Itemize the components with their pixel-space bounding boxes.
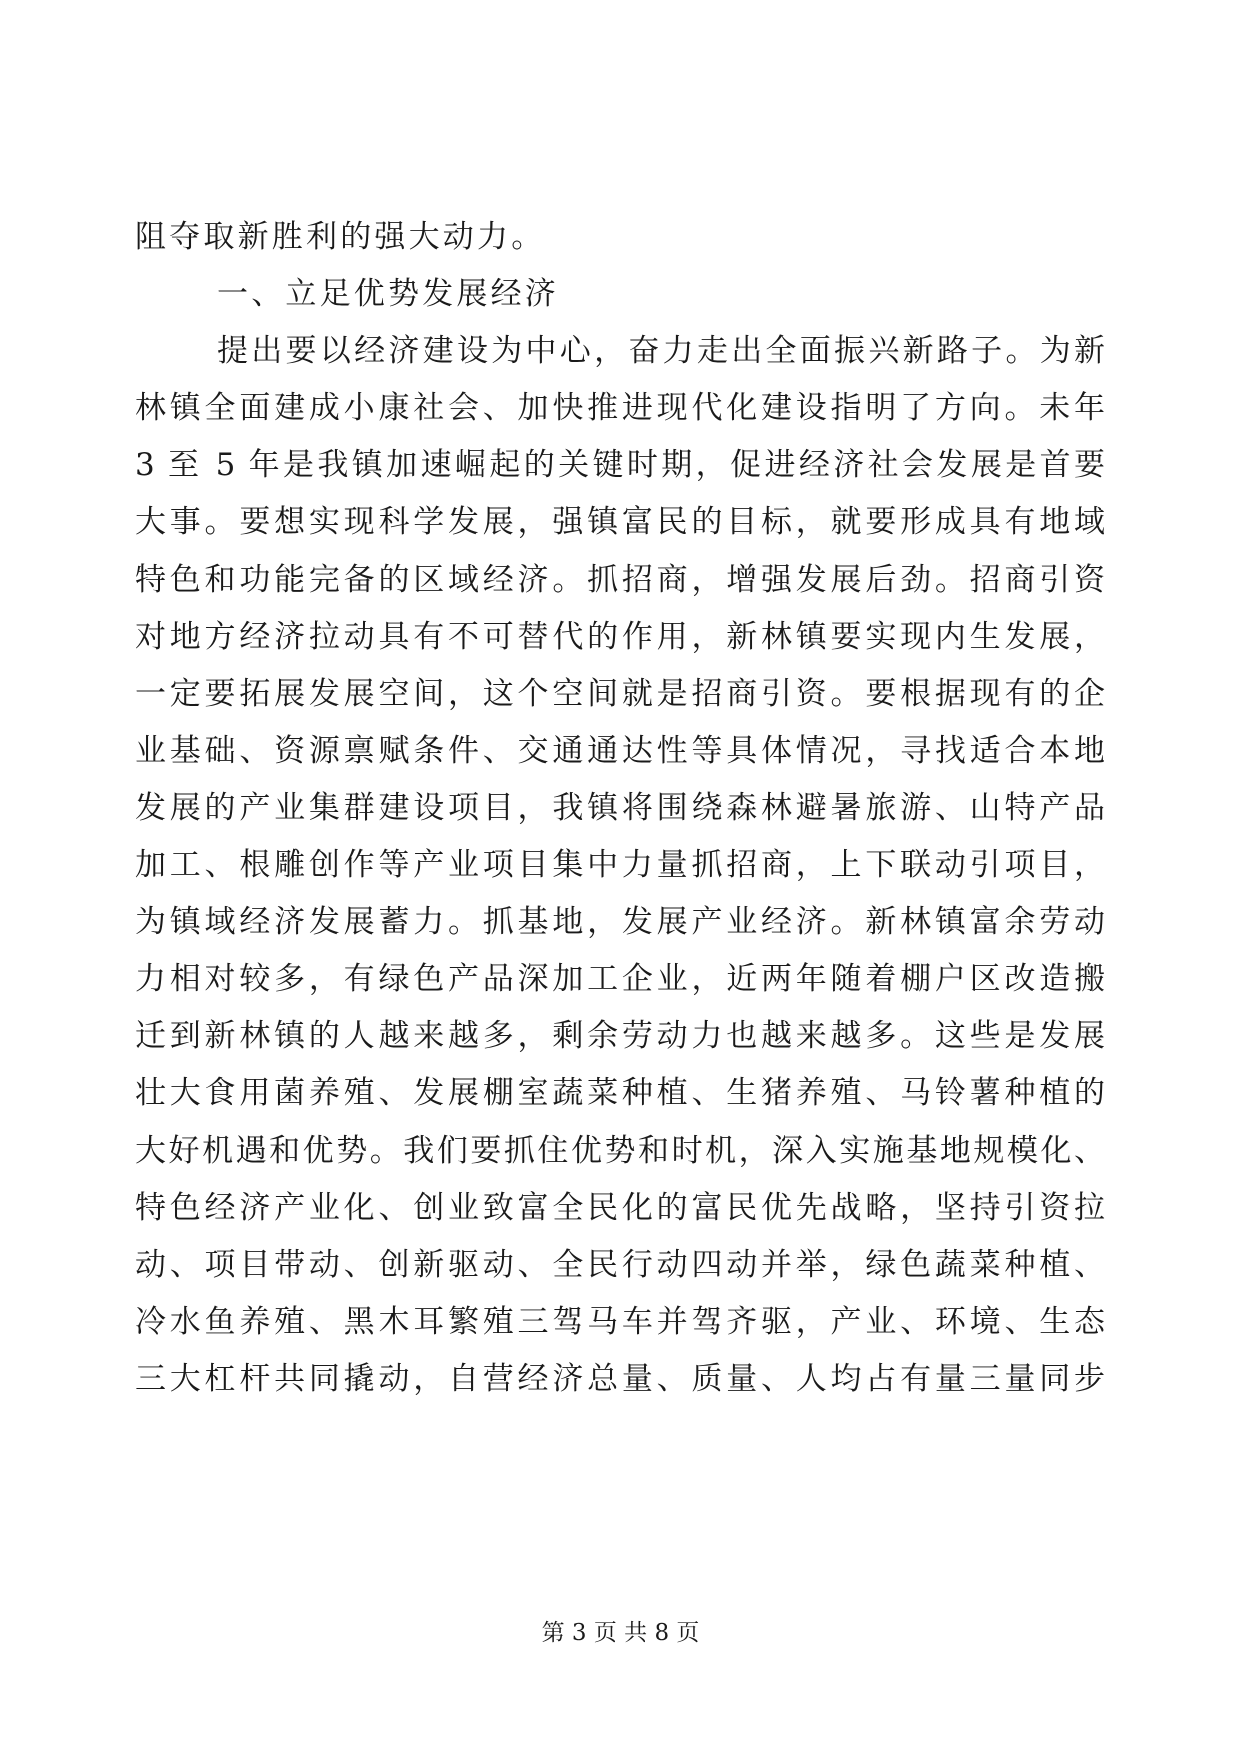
body-line: 加工、根雕创作等产业项目集中力量抓招商，上下联动引项目，	[135, 847, 1105, 884]
body-line: 动、项目带动、创新驱动、全民行动四动并举，绿色蔬菜种植、	[135, 1246, 1105, 1283]
body-line: 冷水鱼养殖、黑木耳繁殖三驾马车并驾齐驱，产业、环境、生态	[135, 1303, 1105, 1340]
body-line: 一定要拓展发展空间，这个空间就是招商引资。要根据现有的企	[135, 675, 1105, 712]
body-line: 大事。要想实现科学发展，强镇富民的目标，就要形成具有地域	[135, 504, 1105, 541]
page-number-label: 第 3 页 共 8 页	[541, 1620, 700, 1646]
body-line: 3 至 5 年是我镇加速崛起的关键时期，促进经济社会发展是首要	[135, 447, 1105, 484]
body-line: 特色经济产业化、创业致富全民化的富民优先战略，坚持引资拉	[135, 1189, 1105, 1226]
body-line: 壮大食用菌养殖、发展棚室蔬菜种植、生猪养殖、马铃薯种植的	[135, 1075, 1105, 1112]
section-heading: 一、立足优势发展经济	[217, 276, 559, 313]
body-line: 力相对较多，有绿色产品深加工企业，近两年随着棚户区改造搬	[135, 961, 1105, 998]
body-line: 对地方经济拉动具有不可替代的作用，新林镇要实现内生发展，	[135, 618, 1105, 655]
body-line: 为镇域经济发展蓄力。抓基地，发展产业经济。新林镇富余劳动	[135, 904, 1105, 941]
body-line: 林镇全面建成小康社会、加快推进现代化建设指明了方向。未年	[135, 390, 1105, 427]
body-line: 大好机遇和优势。我们要抓住优势和时机，深入实施基地规模化、	[135, 1132, 1105, 1169]
body-line: 三大杠杆共同撬动，自营经济总量、质量、人均占有量三量同步	[135, 1360, 1105, 1397]
page-footer	[0, 1614, 1241, 1647]
body-line: 阻夺取新胜利的强大动力。	[135, 219, 546, 255]
body-line: 迁到新林镇的人越来越多，剩余劳动力也越来越多。这些是发展	[135, 1018, 1105, 1055]
body-line: 发展的产业集群建设项目，我镇将围绕森林避暑旅游、山特产品	[135, 789, 1105, 826]
paragraph-first-line: 提出要以经济建设为中心，奋力走出全面振兴新路子。为新	[217, 333, 1105, 370]
body-line: 特色和功能完备的区域经济。抓招商，增强发展后劲。招商引资	[135, 561, 1105, 598]
body-line: 业基础、资源禀赋条件、交通通达性等具体情况，寻找适合本地	[135, 732, 1105, 769]
document-body	[135, 209, 1105, 1408]
